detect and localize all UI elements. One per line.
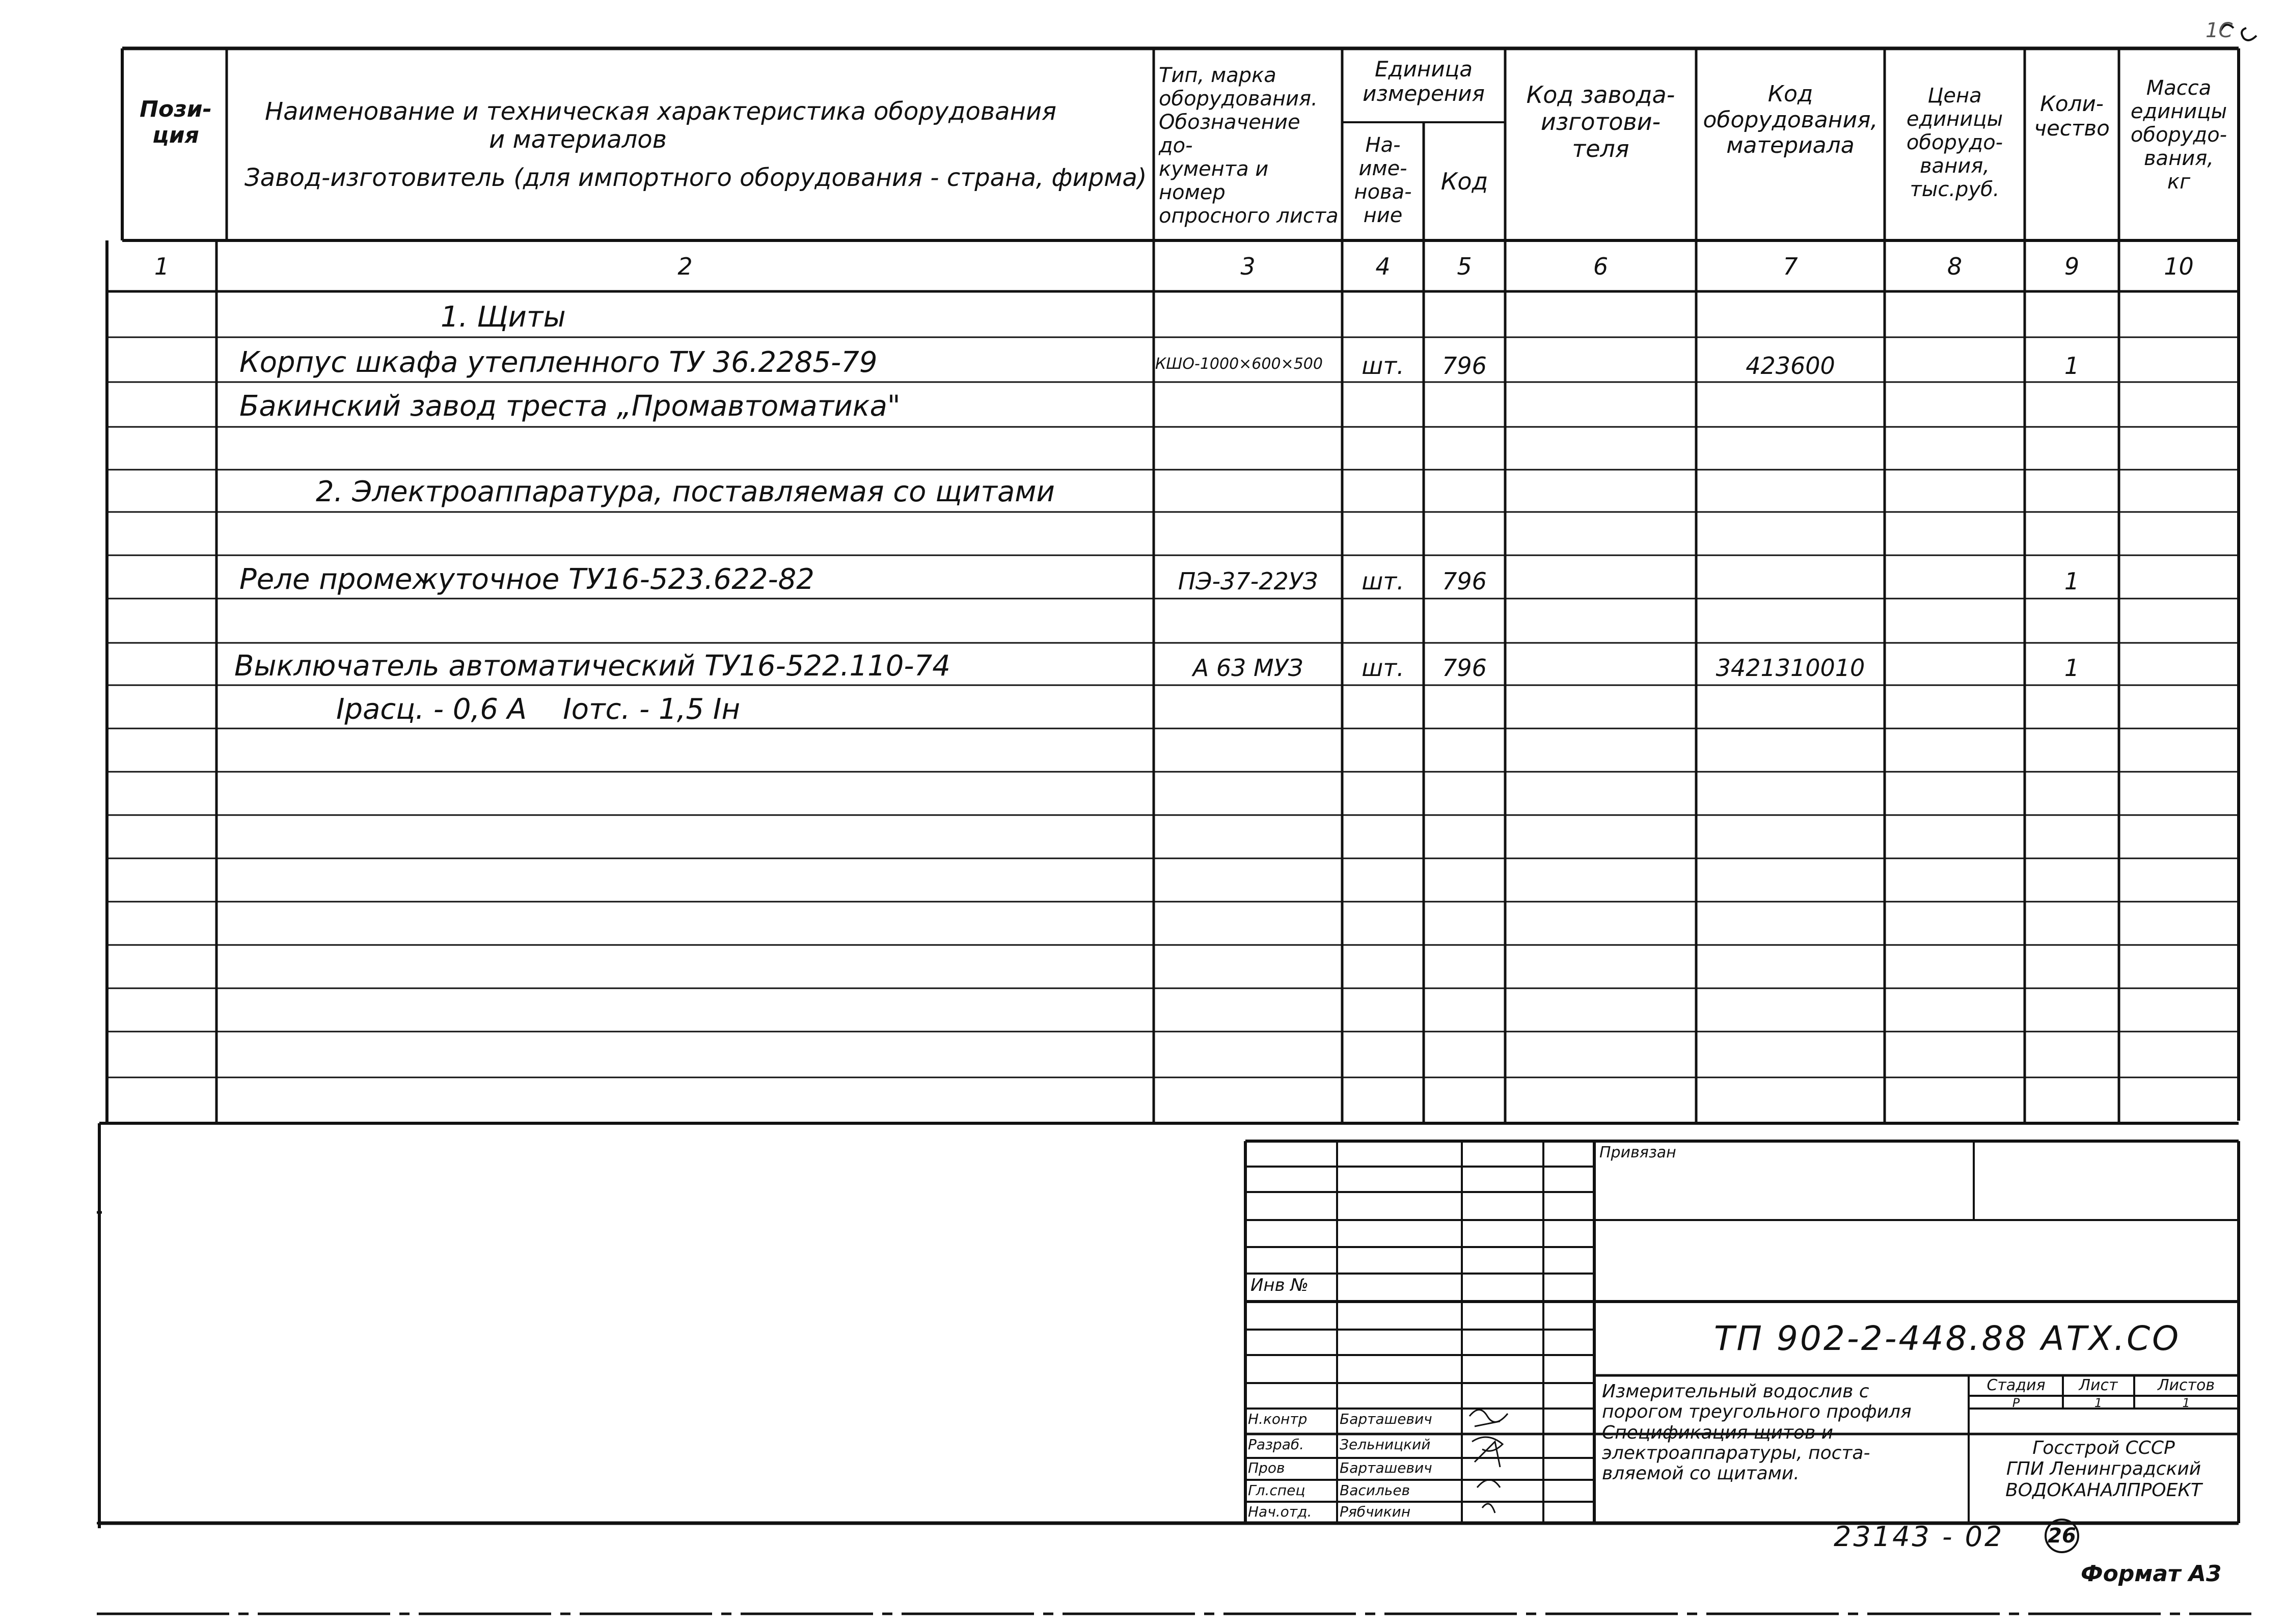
row-qty: 1 [2064, 352, 2080, 380]
row-type: А 63 МУЗ [1192, 654, 1303, 682]
section-title-shields: 1. Щиты [441, 301, 566, 334]
col-number: 2 [677, 253, 693, 280]
col-number: 4 [1375, 253, 1391, 280]
signer-name: Барташевич [1340, 1411, 1432, 1427]
row-type: ПЭ-37-22УЗ [1178, 567, 1318, 595]
page-number: 26 [2048, 1524, 2076, 1548]
header-col2-line2: и материалов [489, 125, 667, 154]
inv-label: Инв № [1250, 1275, 1309, 1295]
signer-name: Барташевич [1340, 1459, 1432, 1476]
header-unit-group: Единица измерения [1363, 57, 1485, 106]
row-name: Бакинский завод треста „Промавтоматика" [239, 390, 901, 423]
row-eq-code: 423600 [1746, 352, 1835, 380]
col-number: 1 [154, 253, 170, 280]
header-col7: Код оборудования, материала [1703, 81, 1878, 159]
format-label: Формат А3 [2081, 1561, 2222, 1587]
document-code: ТП 902-2-448.88 АТХ.СО [1714, 1319, 2181, 1358]
header-col2-line1: Наименование и техническая характеристика оборудования [265, 97, 1056, 126]
signer-role: Гл.спец [1248, 1482, 1305, 1499]
row-code: 796 [1442, 654, 1487, 682]
row-name: Корпус шкафа утепленного ТУ 36.2285-79 [239, 346, 878, 379]
col-number: 6 [1593, 253, 1609, 280]
sheets-value: 1 [2182, 1396, 2190, 1410]
header-col1: Пози- ция [140, 96, 212, 148]
organization: Госстрой СССР ГПИ Ленинградский ВОДОКАНАЛПРОЕКТ [2005, 1438, 2202, 1501]
sheet-label: Лист [2079, 1376, 2118, 1394]
col-number: 9 [2064, 253, 2080, 280]
col-number: 8 [1947, 253, 1963, 280]
signer-role: Н.контр [1248, 1411, 1308, 1427]
privyazan-label: Привязан [1599, 1144, 1676, 1161]
sheets-label: Листов [2157, 1376, 2215, 1394]
col-number: 10 [2164, 253, 2194, 280]
signer-name: Рябчикин [1340, 1503, 1411, 1520]
row-type: КШО-1000×600×500 [1155, 355, 1323, 373]
header-col9: Коли- чество [2034, 91, 2110, 141]
section-title-electrical: 2. Электроаппаратура, поставляемая со щитами [316, 475, 1055, 508]
signer-role: Нач.отд. [1248, 1503, 1312, 1520]
col-number: 3 [1240, 253, 1256, 280]
document-title: Измерительный водослив с порогом треугольного профиля Спецификация щитов и электроаппаратуры, поста- вляемой со щитами. [1602, 1381, 1912, 1484]
col-number: 7 [1783, 253, 1798, 280]
stage-value: Р [2012, 1396, 2020, 1410]
signer-name: Васильев [1340, 1482, 1410, 1499]
row-eq-code: 3421310010 [1716, 654, 1865, 682]
row-unit: шт. [1362, 567, 1404, 595]
signer-role: Разраб. [1248, 1436, 1304, 1453]
corner-mark: 1С [2206, 19, 2233, 42]
row-qty: 1 [2064, 567, 2080, 595]
stage-label: Стадия [1986, 1376, 2046, 1394]
signer-role: Пров [1248, 1459, 1285, 1476]
signer-name: Зельницкий [1340, 1436, 1431, 1453]
header-col10: Масса единицы оборудо- вания, кг [2130, 76, 2227, 194]
row-unit: шт. [1362, 352, 1404, 380]
row-unit: шт. [1362, 654, 1404, 682]
header-col5: Код [1440, 168, 1488, 195]
sheet-value: 1 [2094, 1396, 2103, 1410]
header-col8: Цена единицы оборудо- вания, тыс.руб. [1906, 84, 2003, 201]
row-note: Iрасц. - 0,6 А Iотс. - 1,5 Iн [336, 693, 741, 726]
row-code: 796 [1442, 352, 1487, 380]
header-col6: Код завода- изготови- теля [1526, 81, 1675, 163]
row-name: Реле промежуточное ТУ16-523.622-82 [239, 563, 814, 596]
row-code: 796 [1442, 567, 1487, 595]
header-col3: Тип, марка оборудования. Обозначение до- кумента и номер опросного листа [1159, 64, 1339, 228]
col-number: 5 [1457, 253, 1472, 280]
row-name: Выключатель автоматический ТУ16-522.110-74 [234, 649, 950, 683]
archive-number: 23143 - 02 [1834, 1521, 2004, 1553]
header-col2-line3: Завод-изготовитель (для импортного оборудования - страна, фирма) [244, 164, 1147, 192]
row-qty: 1 [2064, 654, 2080, 682]
header-col4: На- име- нова- ние [1354, 133, 1412, 227]
